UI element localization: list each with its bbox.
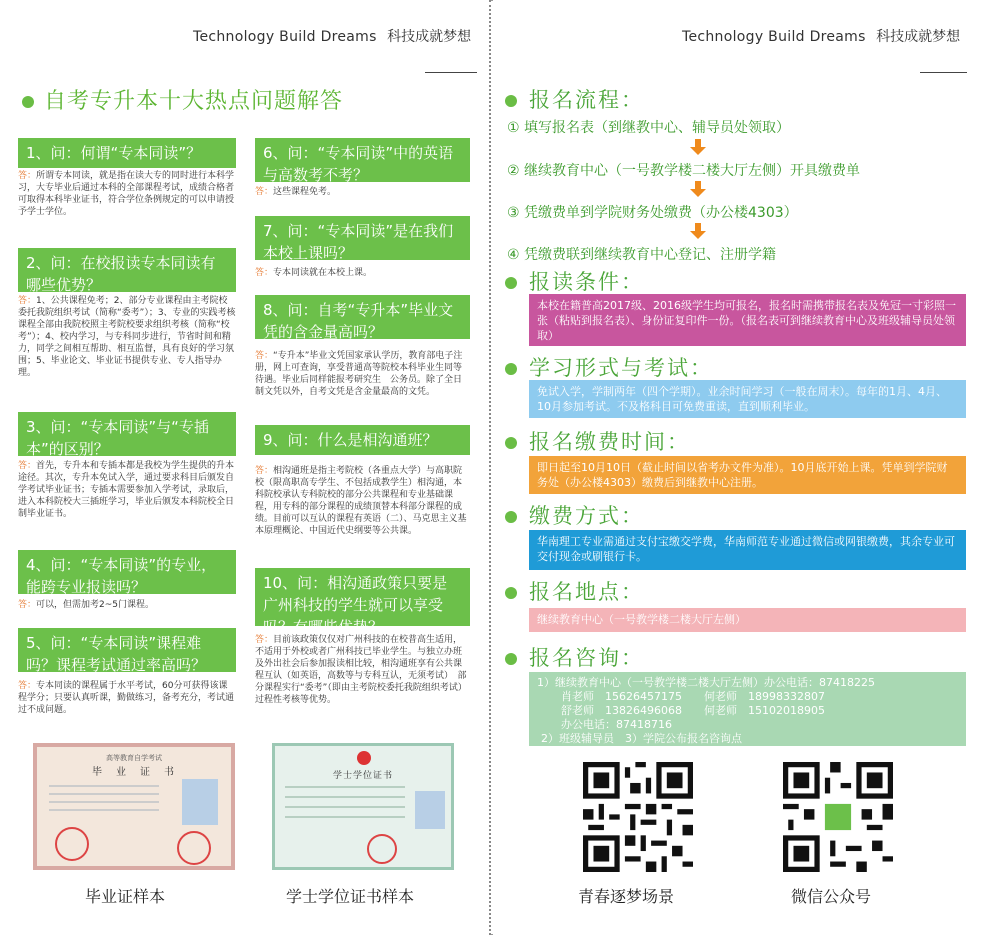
graduation-certificate-sample <box>33 743 235 870</box>
answer-3: 答：首先，专升本和专插本都是我校为学生提供的升本途径。其次，专升本免试入学，通过要求科目后颁发自学考试毕业证书；专插本需要参加入学考试，录取后，进入本科院校大三插班学习，毕业后颁发本科院校全日制毕业证书。 <box>18 461 235 519</box>
section-process-title: 报名流程： <box>505 84 644 114</box>
question-7: 7、问：“专本同读”是在我们本校上课吗？ <box>255 216 470 260</box>
process-step-3: ③ 凭缴费单到学院财务处缴费（办公楼4303） <box>507 205 798 221</box>
section-time-title: 报名缴费时间： <box>505 426 690 456</box>
consult-line: 肖老师 15626457175 何老师 18998332807 <box>561 690 825 703</box>
question-9: 9、问：什么是相沟通班？ <box>255 425 470 455</box>
header-cn: 科技成就梦想 <box>387 29 472 45</box>
question-2: 2、问：在校报读专本同读有哪些优势？ <box>18 248 236 292</box>
answer-2: 答：1、公共课程免考；2、部分专业课程由主考院校委托我院组织考试（简称“委考”）；3、专业的实践考核课程全部由我院校照主考院校要求组织考核（简称“校考”）；4、校内学习，与专科同步进行，节省时间和精力，同学之间相互帮助、相互监督，具有良好的学习氛围；5、毕业论文、毕业证书提供专业、专人指导办理。 <box>18 296 236 378</box>
section-conditions-title: 报读条件： <box>505 266 644 296</box>
header-en: Technology Build Dreams <box>682 29 866 45</box>
payment-box: 华南理工专业需通过支付宝缴交学费，华南师范专业通过微信或网银缴费，其余专业可交付现金或刷银行卡。 <box>529 530 966 570</box>
bullet-icon <box>505 277 517 289</box>
header <box>193 26 471 46</box>
bullet-icon <box>22 96 34 108</box>
section-study-title: 学习形式与考试： <box>505 352 713 382</box>
place-box: 继续教育中心（一号教学楼二楼大厅左侧） <box>529 608 966 632</box>
header-en: Technology Build Dreams <box>193 29 377 45</box>
bullet-icon <box>505 95 517 107</box>
page-divider <box>489 0 491 935</box>
page-title <box>22 84 343 115</box>
cert-title: 学士学位证书 <box>332 771 393 781</box>
photo-icon <box>415 791 445 829</box>
cert-text-line <box>285 796 405 798</box>
qr-label-1: 青春逐梦场景 <box>578 887 675 906</box>
bullet-icon <box>505 587 517 599</box>
graduation-certificate-label: 毕业证样本 <box>85 887 166 906</box>
seal-icon <box>367 834 397 864</box>
cert-header: 高等教育自学考试 <box>106 754 162 762</box>
section-place-title: 报名地点： <box>505 576 644 606</box>
question-6: 6、问：“专本同读”中的英语与高数考不考？ <box>255 138 470 182</box>
answer-6: 答：这些课程免考。 <box>255 187 337 197</box>
cert-text-line <box>49 793 159 795</box>
consult-line: 办公电话：87418716 <box>561 718 672 731</box>
emblem-icon <box>357 751 371 765</box>
answer-9: 答：相沟通班是指主考院校（各重点大学）与高职院校（限高职高专学生、不包括成教学生）相沟通，本科院校承认专科院校的部分公共课程和专业基础课程，用专科的部分课程的成绩顶替本科部分课程的成绩。目前可以互认的课程有英语（二）、马克思主义基本原理概论、中国近代史纲要等公共课。 <box>255 466 467 536</box>
question-3: 3、问：“专本同读”与“专插本”的区别？ <box>18 412 236 456</box>
answer-4: 答：可以，但需加考2~5门课程。 <box>18 600 155 610</box>
section-consult-title: 报名咨询： <box>505 642 644 672</box>
consult-line: 舒老师 13826496068 何老师 15102018905 <box>561 704 825 717</box>
conditions-box: 本校在籍普高2017级、2016级学生均可报名，报名时需携带报名表及免冠一寸彩照一张（粘贴到报名表）、身份证复印件一份。（报名表可到继续教育中心及班级辅导员处领取） <box>529 294 966 346</box>
bullet-icon <box>505 511 517 523</box>
cert-text-line <box>285 806 405 808</box>
question-4: 4、问：“专本同读”的专业，能跨专业报读吗？ <box>18 550 236 594</box>
cert-text-line <box>285 786 405 788</box>
left-page <box>0 0 489 935</box>
question-10: 10、问：相沟通政策只要是广州科技的学生就可以享受吗？有哪些优势？ <box>255 568 470 626</box>
question-8: 8、问：自考“专升本”毕业文凭的含金量高吗？ <box>255 295 470 339</box>
degree-certificate-label: 学士学位证书样本 <box>286 887 415 906</box>
consult-box <box>529 672 966 746</box>
process-step-2: ② 继续教育中心（一号教学楼二楼大厅左侧）开具缴费单 <box>507 163 860 179</box>
consult-line: 1）继续教育中心（一号教学楼二楼大厅左侧）办公电话：87418225 <box>537 676 875 689</box>
cert-text-line <box>49 785 159 787</box>
cert-text-line <box>285 816 405 818</box>
answer-8: 答：“专升本”毕业文凭国家承认学历，教育部电子注册，网上可查询，享受普通高等院校本科毕业生同等待遇。毕业后同样能报考研究生 公务员。除了全日制文凭以外，自考文凭是含金量最高的文凭。 <box>255 351 463 397</box>
answer-7: 答：专本同读就在本校上课。 <box>255 268 373 278</box>
header-cn: 科技成就梦想 <box>876 29 961 45</box>
cert-text-line <box>49 809 159 811</box>
bullet-icon <box>505 653 517 665</box>
header-rule <box>920 72 967 73</box>
time-box: 即日起至10月10日（截止时间以省考办文件为准）。10月底开始上课。凭单到学院财务处（办公楼4303）缴费后到继教中心注册。 <box>529 456 966 494</box>
cert-text-line <box>49 801 159 803</box>
section-payment-title: 缴费方式： <box>505 500 644 530</box>
page-title-text: 自考专升本十大热点问题解答 <box>44 89 344 114</box>
question-1: 1、问：何谓“专本同读”？ <box>18 138 236 168</box>
consult-line: 2）班级辅导员 3）学院公布报名咨询点 <box>541 732 742 745</box>
qr-code-icon[interactable] <box>583 762 693 872</box>
seal-icon <box>177 831 211 865</box>
photo-icon <box>182 779 218 825</box>
study-box: 免试入学，学制两年（四个学期）。业余时间学习（一般在周末）。每年的1月、4月、10月参加考试。不及格科目可免费重读，直到顺利毕业。 <box>529 380 966 418</box>
answer-10: 答：目前该政策仅仅对广州科技的在校普高生适用，不适用于外校或者广州科技已毕业学生。与独立办班及外出社会后参加报读相比较，相沟通班享有公共课程互认（如英语，高数等与专科互认，无须考试） 部分课程实行“委考”（即由主考院校委托我院组织考试） 过程性考核等优势。 <box>255 635 472 705</box>
header <box>682 26 960 46</box>
seal-icon <box>55 827 89 861</box>
qr-label-2: 微信公众号 <box>791 887 872 906</box>
answer-5: 答：专本同读的课程属于水平考试，60分可获得该课程学分；只要认真听课，勤做练习，备考充分，考试通过不成问题。 <box>18 681 235 715</box>
bullet-icon <box>505 363 517 375</box>
right-page <box>493 0 993 935</box>
cert-title: 毕 业 证 书 <box>92 767 176 778</box>
degree-certificate-sample <box>272 743 454 870</box>
process-step-1: ① 填写报名表（到继教中心、辅导员处领取） <box>507 120 790 136</box>
answer-1: 答：所谓专本同读，就是指在读大专的同时进行本科学习，大专毕业后通过本科的全部课程考试，成绩合格者可取得本科毕业证书，符合学位条例规定的可以申请授予学士学位。 <box>18 171 235 217</box>
header-rule <box>425 72 477 73</box>
process-step-4: ④ 凭缴费联到继续教育中心登记、注册学籍 <box>507 247 776 263</box>
bullet-icon <box>505 437 517 449</box>
question-5: 5、问：“专本同读”课程难吗？课程考试通过率高吗？ <box>18 628 236 672</box>
qr-code-icon[interactable] <box>783 762 893 872</box>
